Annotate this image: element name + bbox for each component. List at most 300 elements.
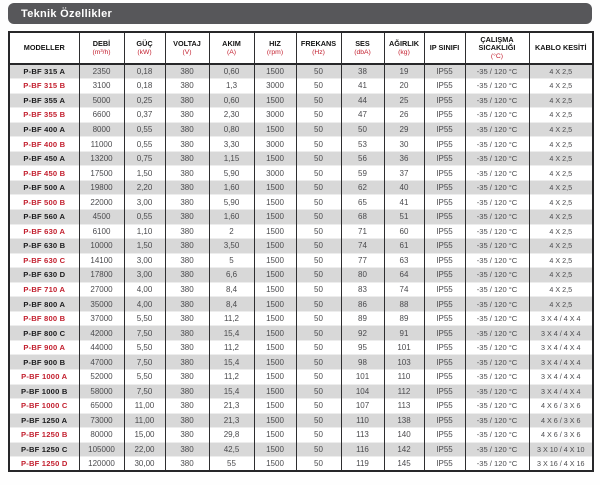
cell-akim: 42,5 [209, 442, 254, 457]
table-row [9, 79, 593, 94]
cell-guc: 30,00 [124, 457, 165, 472]
cell-akim: 6,6 [209, 268, 254, 283]
column-label: MODELLER [23, 42, 65, 52]
cell-debi: 35000 [79, 297, 124, 312]
model-cell: P-BF 630 B [9, 239, 79, 254]
cell-guc: 1,10 [124, 224, 165, 239]
column-label: IP SINIFI [429, 42, 460, 52]
cell-frekans: 50 [296, 166, 341, 181]
cell-debi: 8000 [79, 122, 124, 137]
cell-akim: 2,30 [209, 108, 254, 123]
table-header [9, 32, 593, 64]
cell-ip_sinifi: IP55 [424, 428, 465, 443]
cell-hiz: 1500 [254, 311, 296, 326]
cell-voltaj: 380 [165, 442, 209, 457]
cell-calisma_sicakligi: -35 / 120 °C [465, 79, 529, 94]
cell-voltaj: 380 [165, 137, 209, 152]
cell-debi: 17800 [79, 268, 124, 283]
cell-calisma_sicakligi: -35 / 120 °C [465, 166, 529, 181]
cell-guc: 2,20 [124, 180, 165, 195]
cell-voltaj: 380 [165, 355, 209, 370]
column-unit: (Hz) [312, 48, 325, 56]
cell-agirlik: 101 [384, 340, 424, 355]
cell-hiz: 1500 [254, 340, 296, 355]
cell-calisma_sicakligi: -35 / 120 °C [465, 253, 529, 268]
cell-ses: 89 [341, 311, 384, 326]
cell-agirlik: 64 [384, 268, 424, 283]
model-cell: P-BF 800 A [9, 297, 79, 312]
cell-kablo_kesiti: 4 X 2,5 [529, 224, 593, 239]
column-header-debi [79, 32, 124, 64]
column-header-ip_sinifi [424, 32, 465, 64]
cell-voltaj: 380 [165, 166, 209, 181]
cell-hiz: 3000 [254, 79, 296, 94]
table-row [9, 369, 593, 384]
cell-frekans: 50 [296, 122, 341, 137]
cell-guc: 22,00 [124, 442, 165, 457]
cell-ip_sinifi: IP55 [424, 195, 465, 210]
cell-kablo_kesiti: 4 X 6 / 3 X 6 [529, 399, 593, 414]
table-row [9, 195, 593, 210]
table-row [9, 122, 593, 137]
table-row [9, 428, 593, 443]
cell-akim: 2 [209, 224, 254, 239]
cell-ses: 83 [341, 282, 384, 297]
cell-voltaj: 380 [165, 311, 209, 326]
cell-calisma_sicakligi: -35 / 120 °C [465, 297, 529, 312]
cell-frekans: 50 [296, 151, 341, 166]
cell-guc: 5,50 [124, 340, 165, 355]
cell-calisma_sicakligi: -35 / 120 °C [465, 355, 529, 370]
cell-debi: 3100 [79, 79, 124, 94]
cell-ip_sinifi: IP55 [424, 268, 465, 283]
cell-agirlik: 26 [384, 108, 424, 123]
cell-hiz: 1500 [254, 253, 296, 268]
cell-ses: 59 [341, 166, 384, 181]
cell-debi: 27000 [79, 282, 124, 297]
cell-voltaj: 380 [165, 384, 209, 399]
cell-kablo_kesiti: 4 X 2,5 [529, 253, 593, 268]
cell-frekans: 50 [296, 209, 341, 224]
cell-akim: 1,60 [209, 209, 254, 224]
cell-ip_sinifi: IP55 [424, 413, 465, 428]
table-row [9, 239, 593, 254]
cell-debi: 73000 [79, 413, 124, 428]
cell-kablo_kesiti: 4 X 2,5 [529, 122, 593, 137]
column-header-voltaj [165, 32, 209, 64]
cell-hiz: 1500 [254, 209, 296, 224]
table-row [9, 166, 593, 181]
cell-akim: 5,90 [209, 166, 254, 181]
model-cell: P-BF 1250 C [9, 442, 79, 457]
cell-guc: 0,37 [124, 108, 165, 123]
cell-debi: 11000 [79, 137, 124, 152]
column-label: FREKANS [300, 38, 337, 48]
cell-voltaj: 380 [165, 122, 209, 137]
model-cell: P-BF 630 C [9, 253, 79, 268]
cell-agirlik: 29 [384, 122, 424, 137]
cell-akim: 21,3 [209, 399, 254, 414]
cell-ses: 98 [341, 355, 384, 370]
cell-agirlik: 142 [384, 442, 424, 457]
cell-frekans: 50 [296, 79, 341, 94]
cell-akim: 0,60 [209, 64, 254, 79]
cell-kablo_kesiti: 4 X 2,5 [529, 64, 593, 79]
cell-ses: 104 [341, 384, 384, 399]
cell-akim: 29,8 [209, 428, 254, 443]
cell-calisma_sicakligi: -35 / 120 °C [465, 457, 529, 472]
cell-hiz: 1500 [254, 180, 296, 195]
cell-ses: 92 [341, 326, 384, 341]
model-cell: P-BF 1250 D [9, 457, 79, 472]
cell-ip_sinifi: IP55 [424, 151, 465, 166]
table-row [9, 108, 593, 123]
cell-kablo_kesiti: 4 X 2,5 [529, 195, 593, 210]
cell-kablo_kesiti: 3 X 10 / 4 X 10 [529, 442, 593, 457]
cell-hiz: 1500 [254, 195, 296, 210]
cell-ses: 74 [341, 239, 384, 254]
cell-akim: 15,4 [209, 326, 254, 341]
cell-guc: 15,00 [124, 428, 165, 443]
cell-agirlik: 37 [384, 166, 424, 181]
cell-akim: 15,4 [209, 355, 254, 370]
cell-ip_sinifi: IP55 [424, 311, 465, 326]
column-header-akim [209, 32, 254, 64]
cell-guc: 3,00 [124, 253, 165, 268]
cell-voltaj: 380 [165, 93, 209, 108]
cell-ses: 65 [341, 195, 384, 210]
cell-ses: 50 [341, 122, 384, 137]
cell-frekans: 50 [296, 137, 341, 152]
cell-frekans: 50 [296, 384, 341, 399]
cell-kablo_kesiti: 4 X 2,5 [529, 297, 593, 312]
cell-kablo_kesiti: 4 X 2,5 [529, 137, 593, 152]
cell-kablo_kesiti: 3 X 16 / 4 X 16 [529, 457, 593, 472]
cell-calisma_sicakligi: -35 / 120 °C [465, 413, 529, 428]
cell-akim: 3,30 [209, 137, 254, 152]
model-cell: P-BF 450 B [9, 166, 79, 181]
cell-kablo_kesiti: 3 X 4 / 4 X 4 [529, 369, 593, 384]
cell-hiz: 1500 [254, 93, 296, 108]
cell-hiz: 1500 [254, 239, 296, 254]
cell-debi: 2350 [79, 64, 124, 79]
cell-frekans: 50 [296, 442, 341, 457]
cell-debi: 4500 [79, 209, 124, 224]
cell-agirlik: 40 [384, 180, 424, 195]
cell-frekans: 50 [296, 369, 341, 384]
cell-akim: 1,3 [209, 79, 254, 94]
cell-akim: 5,90 [209, 195, 254, 210]
cell-voltaj: 380 [165, 79, 209, 94]
cell-kablo_kesiti: 4 X 2,5 [529, 282, 593, 297]
cell-ses: 41 [341, 79, 384, 94]
cell-debi: 42000 [79, 326, 124, 341]
cell-guc: 5,50 [124, 311, 165, 326]
cell-calisma_sicakligi: -35 / 120 °C [465, 122, 529, 137]
column-label: HIZ [269, 38, 281, 48]
cell-voltaj: 380 [165, 151, 209, 166]
cell-frekans: 50 [296, 428, 341, 443]
cell-guc: 3,00 [124, 195, 165, 210]
cell-kablo_kesiti: 3 X 4 / 4 X 4 [529, 355, 593, 370]
table-row [9, 180, 593, 195]
cell-calisma_sicakligi: -35 / 120 °C [465, 340, 529, 355]
cell-agirlik: 140 [384, 428, 424, 443]
cell-ip_sinifi: IP55 [424, 297, 465, 312]
cell-calisma_sicakligi: -35 / 120 °C [465, 311, 529, 326]
cell-hiz: 1500 [254, 413, 296, 428]
table-body [9, 64, 593, 471]
cell-agirlik: 89 [384, 311, 424, 326]
cell-ip_sinifi: IP55 [424, 399, 465, 414]
cell-frekans: 50 [296, 93, 341, 108]
cell-ses: 95 [341, 340, 384, 355]
cell-guc: 7,50 [124, 355, 165, 370]
table-row [9, 253, 593, 268]
cell-ses: 110 [341, 413, 384, 428]
cell-kablo_kesiti: 4 X 2,5 [529, 108, 593, 123]
column-label: AĞIRLIK [389, 38, 419, 48]
cell-guc: 0,55 [124, 209, 165, 224]
cell-kablo_kesiti: 4 X 2,5 [529, 239, 593, 254]
header-row [9, 32, 593, 64]
cell-voltaj: 380 [165, 282, 209, 297]
cell-agirlik: 74 [384, 282, 424, 297]
cell-agirlik: 138 [384, 413, 424, 428]
cell-agirlik: 61 [384, 239, 424, 254]
cell-ses: 119 [341, 457, 384, 472]
cell-debi: 17500 [79, 166, 124, 181]
cell-hiz: 1500 [254, 369, 296, 384]
cell-guc: 11,00 [124, 413, 165, 428]
model-cell: P-BF 900 A [9, 340, 79, 355]
cell-debi: 58000 [79, 384, 124, 399]
cell-frekans: 50 [296, 297, 341, 312]
column-header-guc [124, 32, 165, 64]
table-row [9, 64, 593, 79]
cell-debi: 120000 [79, 457, 124, 472]
cell-hiz: 3000 [254, 137, 296, 152]
table-row [9, 355, 593, 370]
cell-kablo_kesiti: 3 X 4 / 4 X 4 [529, 326, 593, 341]
cell-ip_sinifi: IP55 [424, 253, 465, 268]
column-label: SES [355, 38, 370, 48]
cell-guc: 1,50 [124, 166, 165, 181]
model-cell: P-BF 1000 C [9, 399, 79, 414]
cell-debi: 10000 [79, 239, 124, 254]
cell-debi: 52000 [79, 369, 124, 384]
cell-hiz: 1500 [254, 384, 296, 399]
cell-ses: 62 [341, 180, 384, 195]
cell-kablo_kesiti: 4 X 6 / 3 X 6 [529, 428, 593, 443]
cell-akim: 55 [209, 457, 254, 472]
model-cell: P-BF 1000 B [9, 384, 79, 399]
cell-voltaj: 380 [165, 326, 209, 341]
cell-ses: 44 [341, 93, 384, 108]
cell-calisma_sicakligi: -35 / 120 °C [465, 209, 529, 224]
column-label: DEBİ [92, 38, 111, 48]
cell-ip_sinifi: IP55 [424, 340, 465, 355]
cell-frekans: 50 [296, 282, 341, 297]
cell-kablo_kesiti: 3 X 4 / 4 X 4 [529, 340, 593, 355]
cell-ip_sinifi: IP55 [424, 64, 465, 79]
model-cell: P-BF 560 A [9, 209, 79, 224]
cell-calisma_sicakligi: -35 / 120 °C [465, 326, 529, 341]
cell-akim: 8,4 [209, 282, 254, 297]
cell-akim: 5 [209, 253, 254, 268]
table-row [9, 209, 593, 224]
cell-voltaj: 380 [165, 340, 209, 355]
cell-debi: 6600 [79, 108, 124, 123]
column-header-modeller [9, 32, 79, 64]
cell-frekans: 50 [296, 399, 341, 414]
cell-ip_sinifi: IP55 [424, 355, 465, 370]
cell-ip_sinifi: IP55 [424, 166, 465, 181]
cell-ses: 56 [341, 151, 384, 166]
model-cell: P-BF 355 B [9, 108, 79, 123]
cell-debi: 65000 [79, 399, 124, 414]
cell-ip_sinifi: IP55 [424, 180, 465, 195]
column-label: VOLTAJ [173, 38, 201, 48]
cell-agirlik: 30 [384, 137, 424, 152]
cell-frekans: 50 [296, 64, 341, 79]
cell-ses: 53 [341, 137, 384, 152]
cell-calisma_sicakligi: -35 / 120 °C [465, 93, 529, 108]
model-cell: P-BF 710 A [9, 282, 79, 297]
model-cell: P-BF 1250 A [9, 413, 79, 428]
model-cell: P-BF 800 B [9, 311, 79, 326]
cell-agirlik: 88 [384, 297, 424, 312]
table-row [9, 384, 593, 399]
column-unit: (A) [226, 48, 237, 56]
cell-agirlik: 19 [384, 64, 424, 79]
column-label: KABLO KESİTİ [535, 42, 587, 52]
cell-voltaj: 380 [165, 399, 209, 414]
cell-kablo_kesiti: 4 X 2,5 [529, 166, 593, 181]
model-cell: P-BF 1250 B [9, 428, 79, 443]
cell-ip_sinifi: IP55 [424, 79, 465, 94]
table-row [9, 137, 593, 152]
cell-agirlik: 51 [384, 209, 424, 224]
cell-akim: 11,2 [209, 340, 254, 355]
table-row [9, 297, 593, 312]
cell-frekans: 50 [296, 180, 341, 195]
cell-ip_sinifi: IP55 [424, 384, 465, 399]
section-title-bar [8, 3, 592, 24]
cell-debi: 80000 [79, 428, 124, 443]
cell-hiz: 1500 [254, 282, 296, 297]
cell-frekans: 50 [296, 311, 341, 326]
cell-guc: 0,25 [124, 93, 165, 108]
cell-hiz: 1500 [254, 224, 296, 239]
cell-frekans: 50 [296, 224, 341, 239]
cell-guc: 11,00 [124, 399, 165, 414]
cell-debi: 13200 [79, 151, 124, 166]
cell-calisma_sicakligi: -35 / 120 °C [465, 64, 529, 79]
cell-agirlik: 110 [384, 369, 424, 384]
model-cell: P-BF 315 A [9, 64, 79, 79]
model-cell: P-BF 500 B [9, 195, 79, 210]
cell-debi: 22000 [79, 195, 124, 210]
cell-ses: 116 [341, 442, 384, 457]
cell-guc: 5,50 [124, 369, 165, 384]
cell-frekans: 50 [296, 457, 341, 472]
cell-debi: 6100 [79, 224, 124, 239]
cell-frekans: 50 [296, 355, 341, 370]
cell-ses: 86 [341, 297, 384, 312]
cell-voltaj: 380 [165, 195, 209, 210]
cell-ip_sinifi: IP55 [424, 108, 465, 123]
cell-hiz: 3000 [254, 108, 296, 123]
cell-frekans: 50 [296, 195, 341, 210]
cell-kablo_kesiti: 4 X 2,5 [529, 209, 593, 224]
table-row [9, 413, 593, 428]
cell-akim: 0,80 [209, 122, 254, 137]
cell-akim: 1,60 [209, 180, 254, 195]
table-row [9, 340, 593, 355]
cell-ses: 68 [341, 209, 384, 224]
cell-agirlik: 113 [384, 399, 424, 414]
cell-ip_sinifi: IP55 [424, 326, 465, 341]
model-cell: P-BF 630 D [9, 268, 79, 283]
cell-kablo_kesiti: 4 X 6 / 3 X 6 [529, 413, 593, 428]
cell-agirlik: 25 [384, 93, 424, 108]
cell-frekans: 50 [296, 340, 341, 355]
cell-guc: 4,00 [124, 297, 165, 312]
cell-calisma_sicakligi: -35 / 120 °C [465, 399, 529, 414]
cell-hiz: 1500 [254, 268, 296, 283]
cell-hiz: 1500 [254, 297, 296, 312]
cell-calisma_sicakligi: -35 / 120 °C [465, 195, 529, 210]
cell-voltaj: 380 [165, 268, 209, 283]
table-row [9, 93, 593, 108]
cell-voltaj: 380 [165, 457, 209, 472]
cell-akim: 3,50 [209, 239, 254, 254]
cell-hiz: 1500 [254, 399, 296, 414]
cell-akim: 0,60 [209, 93, 254, 108]
cell-guc: 4,00 [124, 282, 165, 297]
cell-ses: 47 [341, 108, 384, 123]
cell-kablo_kesiti: 3 X 4 / 4 X 4 [529, 384, 593, 399]
cell-hiz: 1500 [254, 151, 296, 166]
cell-kablo_kesiti: 4 X 2,5 [529, 93, 593, 108]
cell-calisma_sicakligi: -35 / 120 °C [465, 442, 529, 457]
cell-debi: 44000 [79, 340, 124, 355]
cell-frekans: 50 [296, 268, 341, 283]
cell-debi: 37000 [79, 311, 124, 326]
cell-debi: 5000 [79, 93, 124, 108]
column-header-calisma_sicakligi [465, 32, 529, 64]
cell-ip_sinifi: IP55 [424, 457, 465, 472]
cell-hiz: 1500 [254, 442, 296, 457]
cell-voltaj: 380 [165, 369, 209, 384]
cell-ses: 71 [341, 224, 384, 239]
cell-voltaj: 380 [165, 428, 209, 443]
cell-agirlik: 91 [384, 326, 424, 341]
column-label: AKIM [222, 38, 241, 48]
cell-kablo_kesiti: 4 X 2,5 [529, 180, 593, 195]
column-header-hiz [254, 32, 296, 64]
cell-agirlik: 60 [384, 224, 424, 239]
cell-ses: 101 [341, 369, 384, 384]
cell-voltaj: 380 [165, 180, 209, 195]
column-unit: (rpm) [266, 48, 284, 56]
cell-frekans: 50 [296, 413, 341, 428]
cell-voltaj: 380 [165, 209, 209, 224]
cell-akim: 21,3 [209, 413, 254, 428]
cell-akim: 15,4 [209, 384, 254, 399]
column-unit: (V) [182, 48, 192, 56]
